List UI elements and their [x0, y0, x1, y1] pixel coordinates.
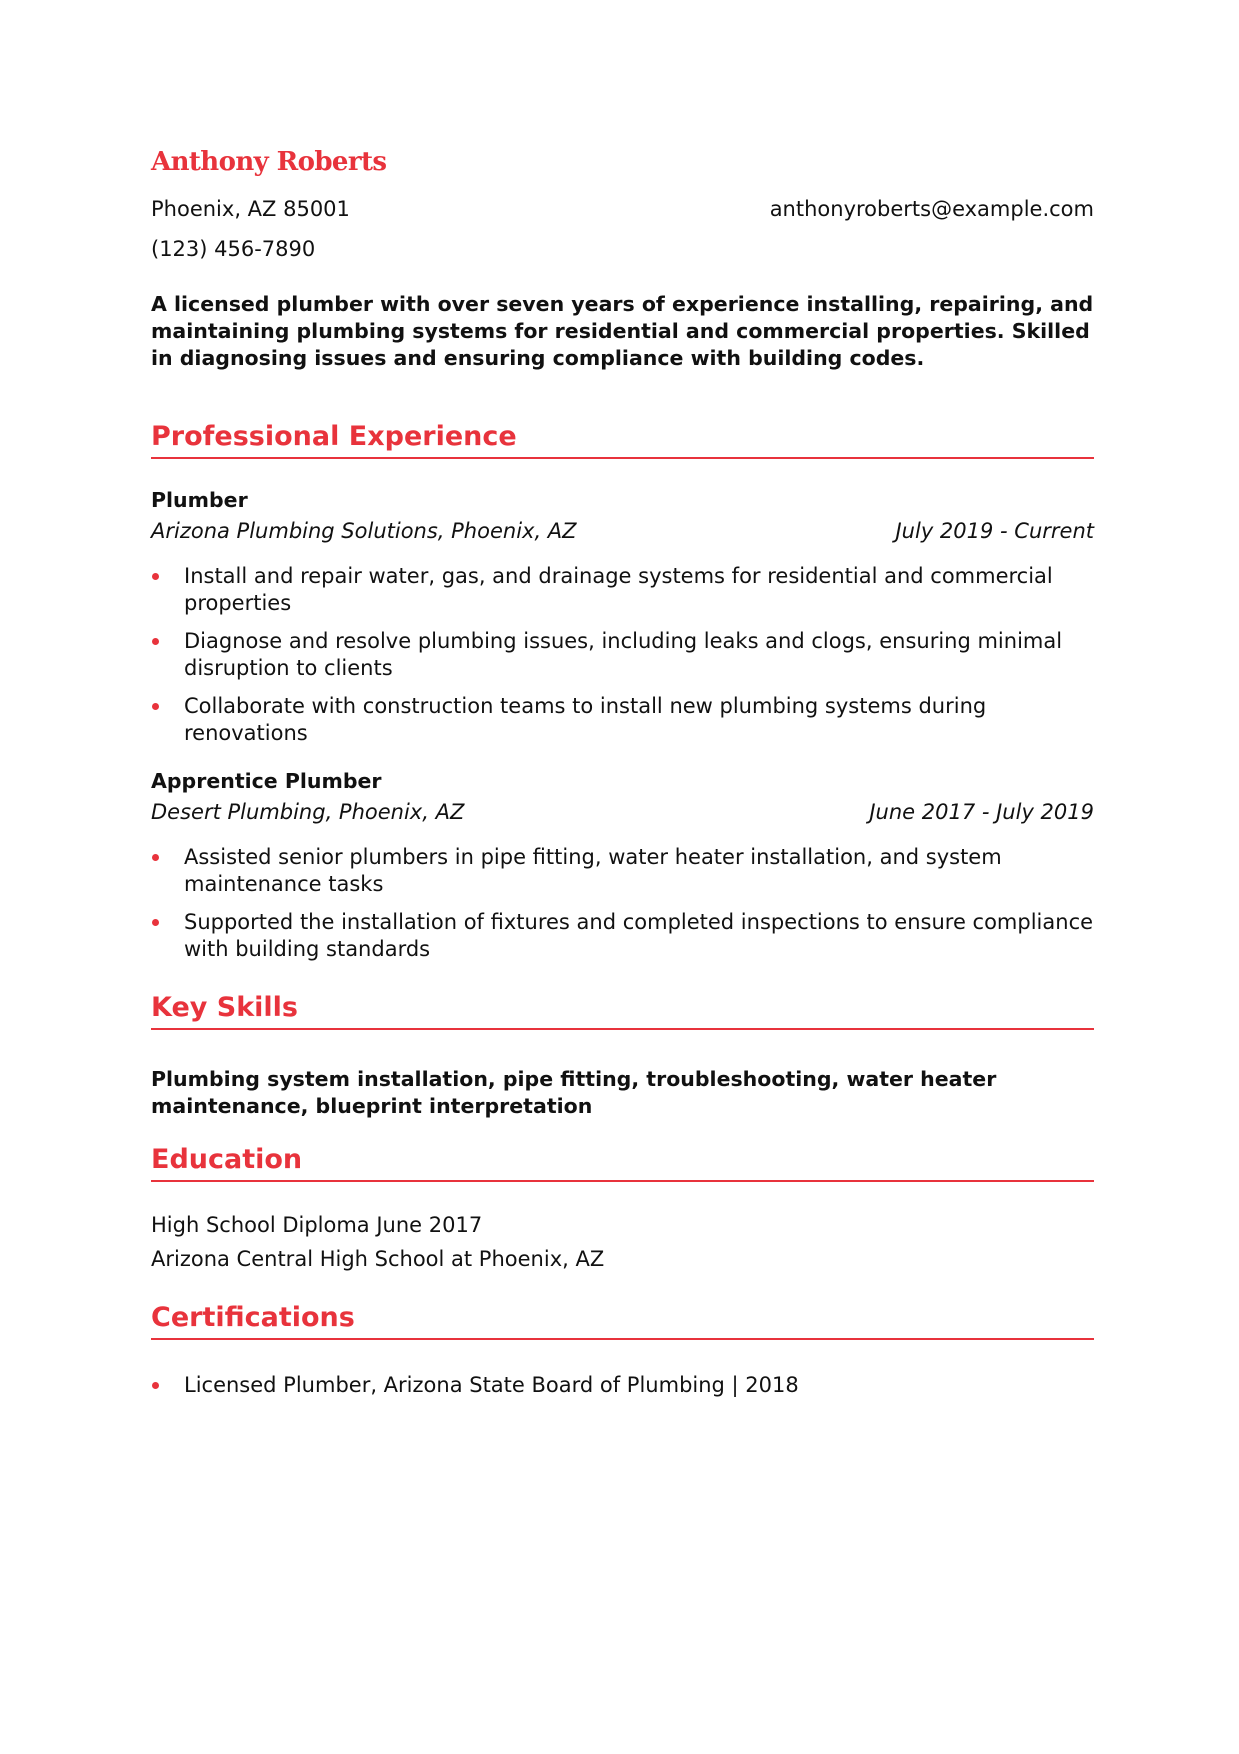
summary: A licensed plumber with over seven years of experience installing, repairing, and maintaining plumbing systems for residential and commercial properties. Skilled in diagnosing issues and ensuring compliance with building codes. [151, 292, 1094, 370]
bullet-text: Collaborate with construction teams to install new plumbing systems during renovations [184, 694, 987, 745]
skills-text: Plumbing system installation, pipe fitting, troubleshooting, water heater maintenance, blueprint interpretation [151, 1067, 997, 1118]
bullet-text: Diagnose and resolve plumbing issues, including leaks and clogs, ensuring minimal disruption to clients [184, 629, 1063, 680]
list-item [151, 693, 1094, 747]
job-company: Desert Plumbing, Phoenix, AZ [151, 800, 465, 824]
certification-list [151, 1372, 1094, 1410]
job-dates: June 2017 - July 2019 [869, 800, 1094, 824]
bullet-icon [152, 919, 159, 926]
education-degree: High School Diploma June 2017 [151, 1213, 483, 1237]
bullet-text: Install and repair water, gas, and drainage systems for residential and commercial properties [184, 564, 1053, 615]
bullet-icon [152, 638, 159, 645]
phone: (123) 456-7890 [151, 237, 316, 261]
list-item [151, 563, 1094, 617]
job-bullets [151, 563, 1094, 758]
list-item [151, 909, 1094, 963]
job-title: Apprentice Plumber [151, 769, 382, 793]
list-item [151, 844, 1094, 898]
experience-heading: Professional Experience [151, 417, 1094, 459]
skills-heading: Key Skills [151, 988, 1094, 1030]
job-title: Plumber [151, 488, 248, 512]
education-heading: Education [151, 1140, 1094, 1182]
job-dates: July 2019 - Current [895, 519, 1094, 543]
job-bullets [151, 844, 1094, 974]
location: Phoenix, AZ 85001 [151, 197, 350, 221]
education-school: Arizona Central High School at Phoenix, AZ [151, 1247, 605, 1271]
email: anthonyroberts@example.com [769, 197, 1094, 221]
bullet-text: Assisted senior plumbers in pipe fitting, water heater installation, and system maintenance tasks [184, 845, 1002, 896]
job-company: Arizona Plumbing Solutions, Phoenix, AZ [151, 519, 577, 543]
bullet-icon [152, 703, 159, 710]
bullet-icon [152, 573, 159, 580]
bullet-text: Supported the installation of fixtures and completed inspections to ensure compliance with building standards [184, 910, 1094, 961]
list-item [151, 1372, 1094, 1399]
bullet-icon [152, 1382, 159, 1389]
bullet-icon [152, 854, 159, 861]
certification-text: Licensed Plumber, Arizona State Board of Plumbing | 2018 [184, 1373, 799, 1397]
list-item [151, 628, 1094, 682]
candidate-name: Anthony Roberts [151, 147, 387, 177]
certifications-heading: Certifications [151, 1298, 1094, 1340]
